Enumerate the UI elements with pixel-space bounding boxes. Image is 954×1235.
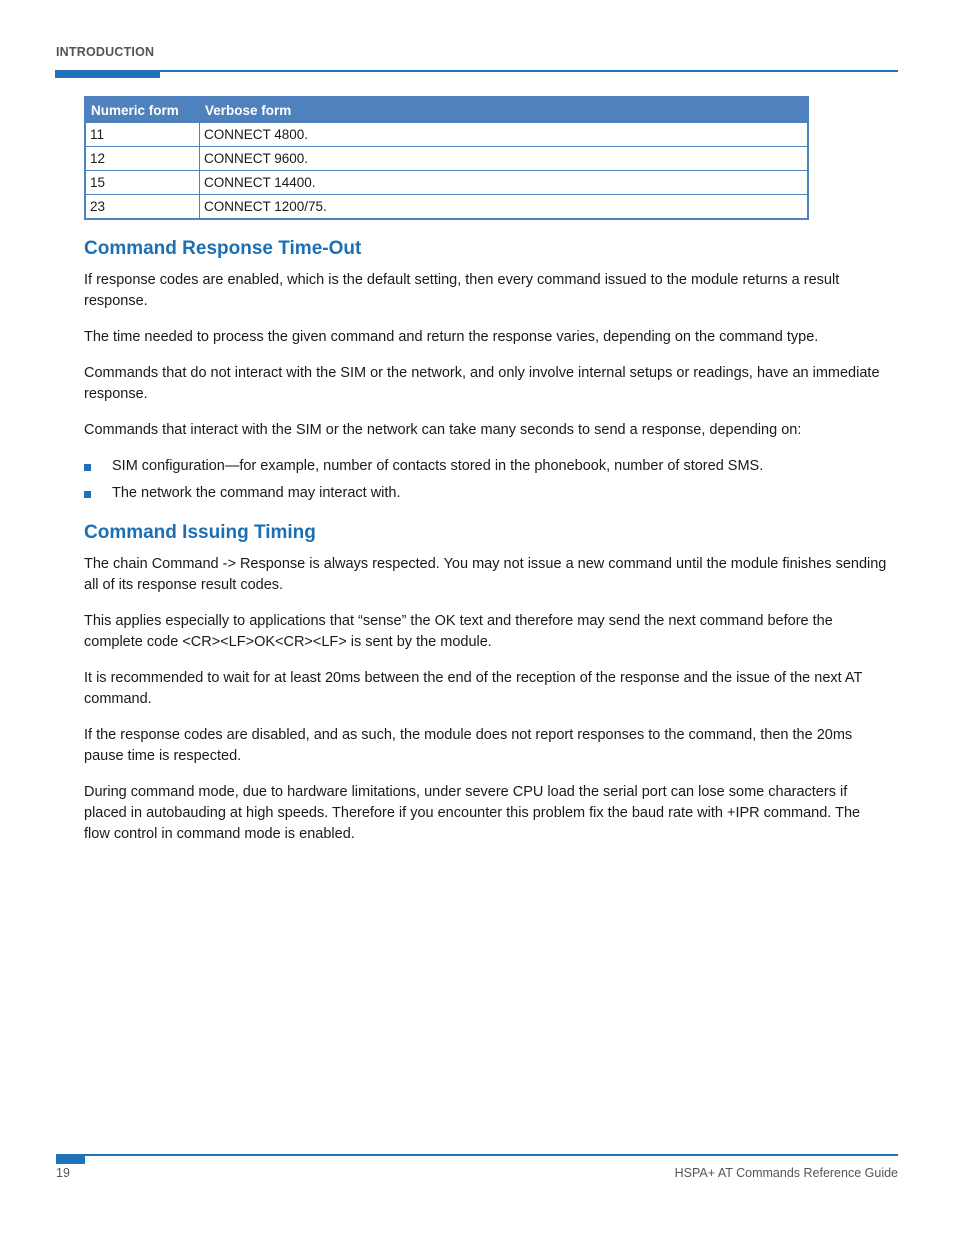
- list-item-text: SIM configuration—for example, number of contacts stored in the phonebook, number of stored SMS.: [112, 458, 764, 474]
- paragraph: This applies especially to applications that “sense” the OK text and therefore may send the next command before the complete code <CR><LF>OK<CR><LF> is sent by the module.: [84, 613, 833, 650]
- table-cell-numeric: 15: [85, 171, 200, 195]
- paragraph: The chain Command -> Response is always respected. You may not issue a new command until the module finishes sending all of its response result codes.: [84, 556, 887, 593]
- paragraph: The time needed to process the given command and return the response varies, depending on the command type.: [84, 329, 819, 345]
- header-rule-tab: [55, 70, 160, 78]
- paragraph: Commands that do not interact with the SIM or the network, and only involve internal setups or readings, have an immediate response.: [84, 365, 880, 402]
- paragraph: If the response codes are disabled, and as such, the module does not report responses to the command, then the 20ms pause time is respected.: [84, 727, 853, 764]
- table-row: [85, 123, 808, 147]
- paragraph: If response codes are enabled, which is the default setting, then every command issued to the module returns a result response.: [84, 272, 840, 309]
- table-cell-verbose: CONNECT 4800.: [200, 123, 809, 147]
- list-item: [84, 483, 889, 504]
- table-cell-numeric: 23: [85, 195, 200, 220]
- page-number: 19: [56, 1166, 70, 1180]
- page-content: [84, 96, 889, 860]
- table-row: [85, 147, 808, 171]
- table-header-verbose: Verbose form: [200, 97, 809, 123]
- bullet-list: [84, 456, 889, 504]
- list-item-text: The network the command may interact with.: [112, 485, 401, 501]
- section-header-label: INTRODUCTION: [56, 45, 155, 59]
- list-item: [84, 456, 889, 477]
- table-cell-verbose: CONNECT 14400.: [200, 171, 809, 195]
- table-cell-numeric: 11: [85, 123, 200, 147]
- footer-rule: [56, 1154, 898, 1156]
- section-heading-response-timeout: Command Response Time-Out: [84, 238, 362, 259]
- response-codes-table: [84, 96, 809, 220]
- square-bullet-icon: [84, 464, 91, 471]
- paragraph: During command mode, due to hardware limitations, under severe CPU load the serial port can lose some characters if placed in autobauding at high speeds. Therefore if you encounter this problem fix the baud rate with +IPR command. The flow control in command mode is enabled.: [84, 784, 861, 842]
- footer-rule-tab: [56, 1154, 85, 1164]
- table-cell-verbose: CONNECT 9600.: [200, 147, 809, 171]
- table-cell-numeric: 12: [85, 147, 200, 171]
- paragraph: Commands that interact with the SIM or the network can take many seconds to send a response, depending on:: [84, 422, 802, 438]
- section-heading-issuing-timing: Command Issuing Timing: [84, 522, 316, 543]
- paragraph: It is recommended to wait for at least 20ms between the end of the reception of the response and the issue of the next AT command.: [84, 670, 863, 707]
- header-rule: [55, 70, 898, 72]
- table-header-row: [85, 97, 808, 123]
- table-row: [85, 171, 808, 195]
- table-header-numeric: Numeric form: [85, 97, 200, 123]
- square-bullet-icon: [84, 491, 91, 498]
- table-row: [85, 195, 808, 220]
- table-cell-verbose: CONNECT 1200/75.: [200, 195, 809, 220]
- document-title: HSPA+ AT Commands Reference Guide: [674, 1166, 898, 1180]
